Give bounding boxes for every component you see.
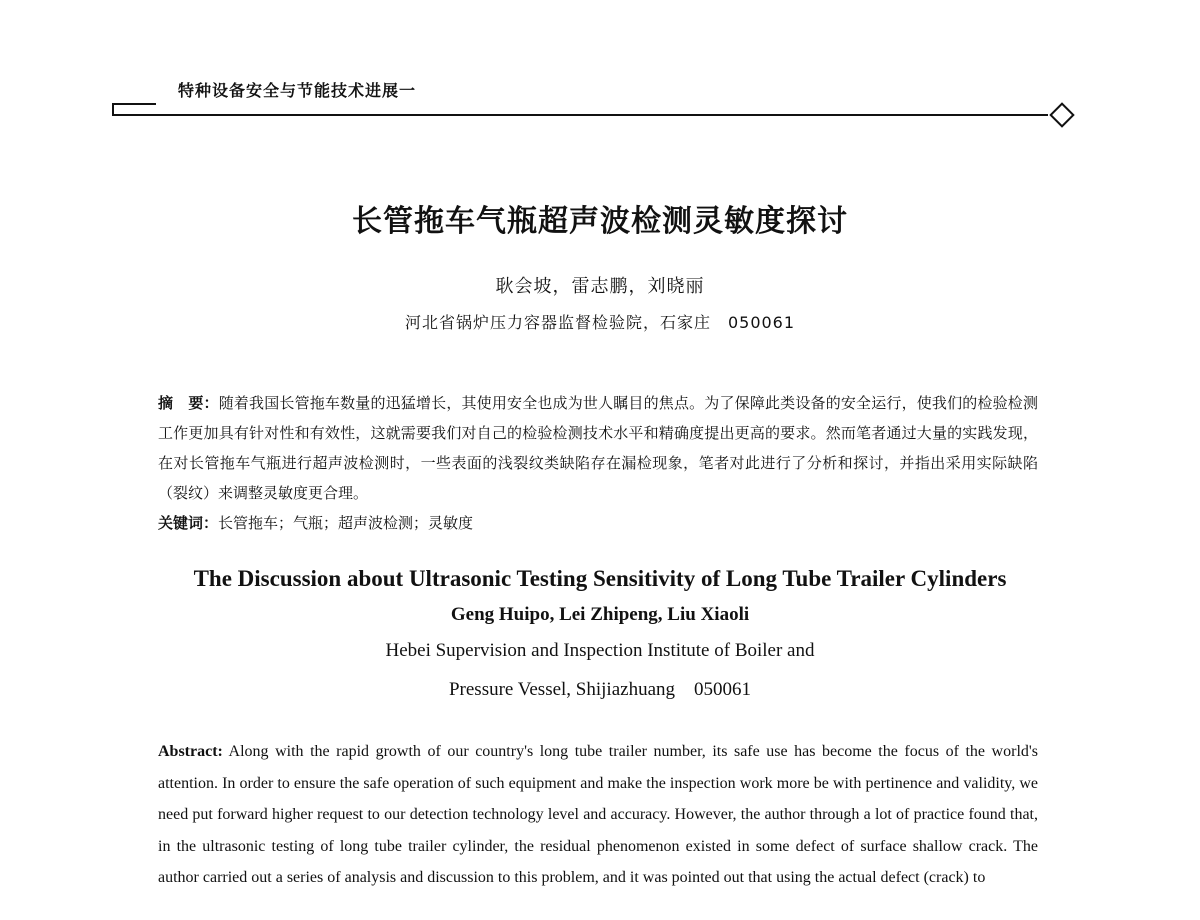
keywords-cn — [158, 508, 1038, 538]
paper-title-en: The Discussion about Ultrasonic Testing Sensitivity of Long Tube Trailer Cylinders — [193, 566, 1007, 591]
abstract-cn-label: 摘 要： — [158, 394, 219, 412]
abstract-en-label: Abstract: — [158, 743, 223, 760]
abstract-cn — [158, 388, 1038, 508]
paper-title-cn: 长管拖车气瓶超声波检测灵敏度探讨 — [352, 204, 848, 239]
affiliation-en-line2: Pressure Vessel, Shijiazhuang 050061 — [448, 679, 752, 700]
authors-en: Geng Huipo, Lei Zhipeng, Liu Xiaoli — [450, 604, 750, 625]
keywords-cn-label: 关键词： — [158, 514, 219, 532]
abstract-cn-text: 随着我国长管拖车数量的迅猛增长，其使用安全也成为世人瞩目的焦点。为了保障此类设备的安全运行，使我们的检验检测工作更加具有针对性和有效性，这就需要我们对自己的检验检测技术水平和精确度提出更高的要求。然而笔者通过大量的实践发现，在对长管拖车气瓶进行超声波检测时，一些表面的浅裂纹类缺陷存在漏检现象，笔者对此进行了分析和探讨，并指出采用实际缺陷（裂纹）来调整灵敏度更合理。 — [158, 394, 1038, 502]
header-rule-tab — [112, 103, 156, 105]
authors-cn: 耿会坡，雷志鹏，刘晓丽 — [495, 276, 705, 297]
running-header: 特种设备安全与节能技术进展一 — [178, 81, 417, 100]
header-rule — [112, 114, 1048, 116]
affiliation-cn: 河北省锅炉压力容器监督检验院，石家庄 050061 — [404, 313, 796, 332]
abstract-en — [158, 736, 1038, 894]
affiliation-en-line1: Hebei Supervision and Inspection Institute of Boiler and — [385, 640, 815, 661]
diamond-icon — [1049, 102, 1074, 127]
keywords-cn-text: 长管拖车；气瓶；超声波检测；灵敏度 — [218, 514, 474, 532]
abstract-en-text: Along with the rapid growth of our country's long tube trailer number, its safe use has become the focus of the world's attention. In order to ensure the safe operation of such equipment and make the inspection work more be with pertinence and validity, we need put forward higher request to our detection technology level and accuracy. However, the author through a lot of practice found that, in the ultrasonic testing of long tube trailer cylinder, the residual phenomenon existed in some defect of surface shallow crack. The author carried out a series of analysis and discussion to this problem, and it was pointed out that using the actual defect (crack) to — [158, 743, 1038, 886]
